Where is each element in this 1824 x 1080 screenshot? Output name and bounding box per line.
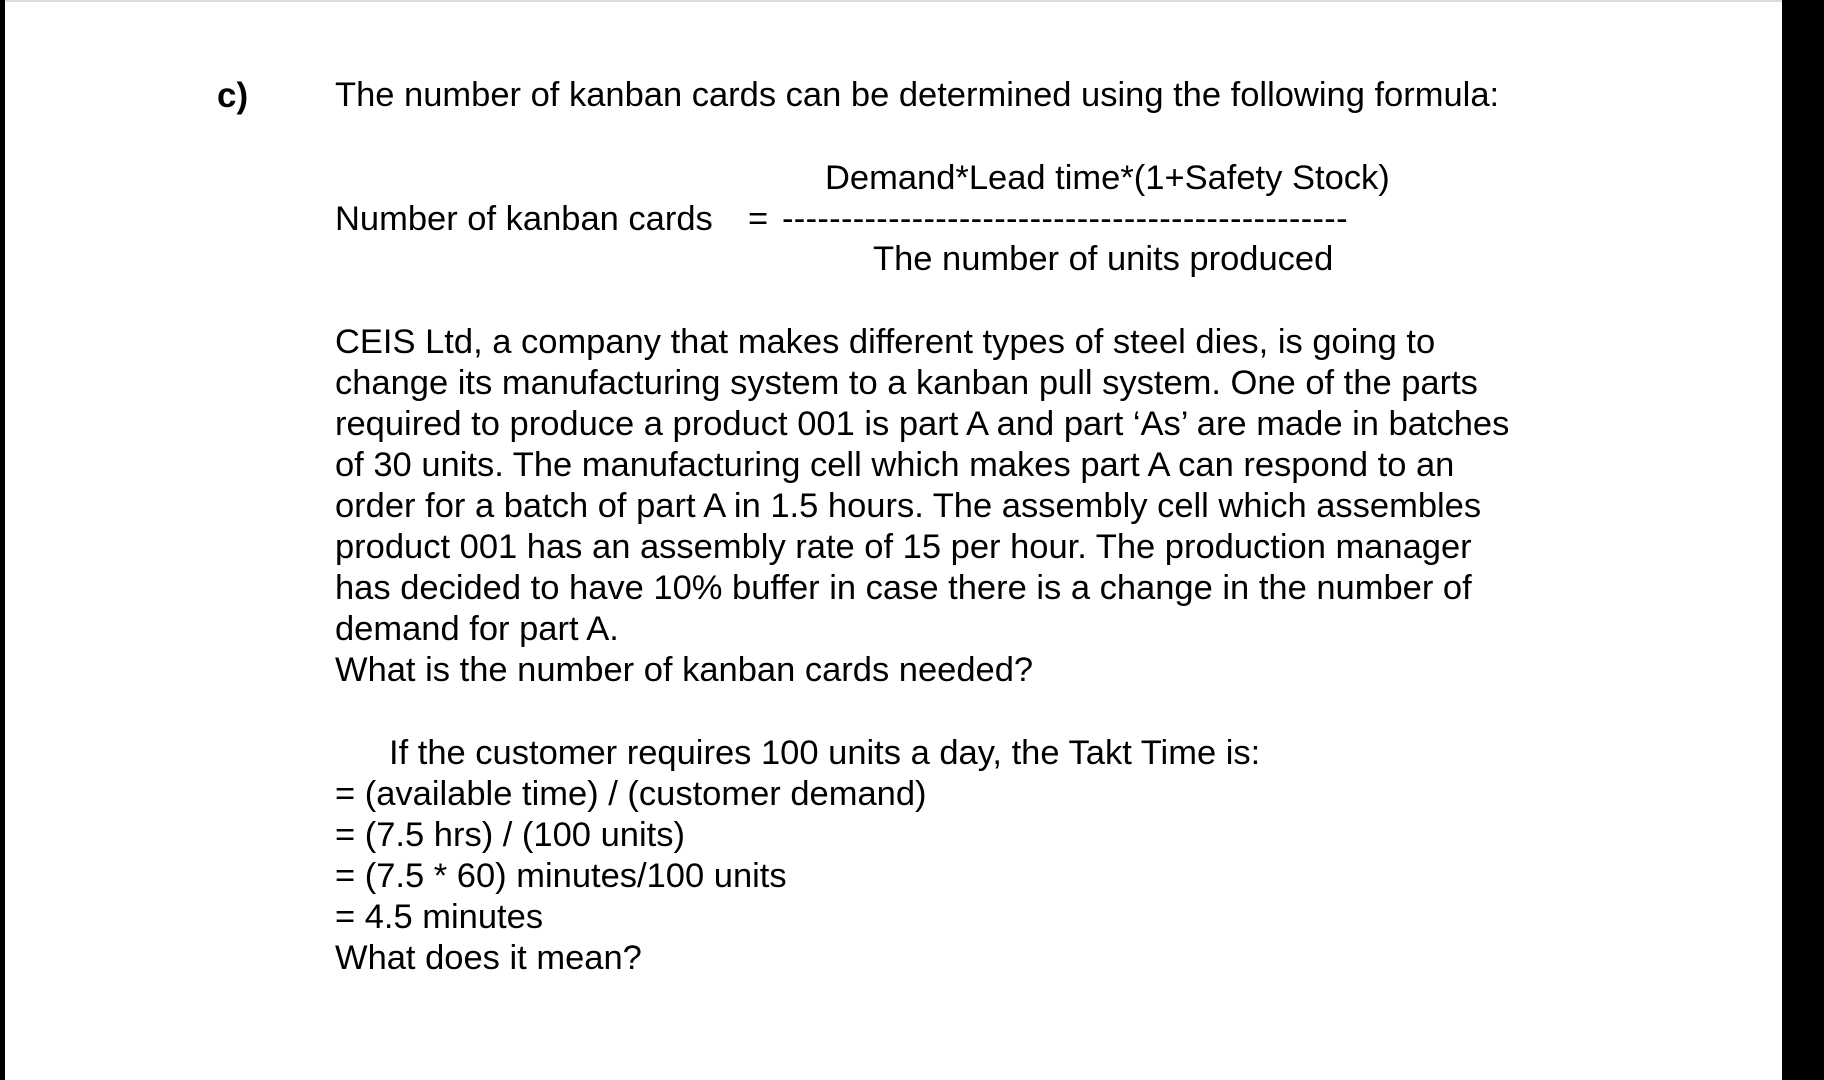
question-intro: The number of kanban cards can be determined using the following formula: bbox=[335, 76, 1500, 114]
question-label: c) bbox=[217, 76, 249, 115]
page-top-border bbox=[5, 0, 1782, 2]
scenario-line: demand for part A. bbox=[335, 610, 619, 648]
formula-denominator: The number of units produced bbox=[873, 240, 1334, 278]
scenario-line: change its manufacturing system to a kanban pull system. One of the parts bbox=[335, 364, 1478, 402]
formula-equals-sign: = bbox=[748, 200, 769, 238]
takt-question: What does it mean? bbox=[335, 939, 642, 977]
document-page bbox=[5, 0, 1782, 1080]
takt-step: = (available time) / (customer demand) bbox=[335, 775, 927, 813]
formula-numerator: Demand*Lead time*(1+Safety Stock) bbox=[825, 159, 1390, 197]
scenario-line: required to produce a product 001 is part A and part ‘As’ are made in batches bbox=[335, 405, 1510, 443]
formula-fraction-line: ------------------------------------------------ bbox=[782, 200, 1348, 238]
scenario-line: CEIS Ltd, a company that makes different types of steel dies, is going to bbox=[335, 323, 1436, 361]
takt-time-section bbox=[335, 733, 1260, 979]
scenario-line: has decided to have 10% buffer in case there is a change in the number of bbox=[335, 569, 1472, 607]
scenario-line: order for a batch of part A in 1.5 hours. The assembly cell which assembles bbox=[335, 487, 1482, 525]
takt-result: = 4.5 minutes bbox=[335, 898, 544, 936]
right-edge-strip bbox=[1782, 0, 1824, 1080]
scenario-paragraph bbox=[335, 322, 1509, 691]
formula-lhs: Number of kanban cards bbox=[335, 200, 713, 238]
scenario-line: of 30 units. The manufacturing cell which makes part A can respond to an bbox=[335, 446, 1455, 484]
scenario-question: What is the number of kanban cards needed? bbox=[335, 651, 1034, 689]
takt-step: = (7.5 * 60) minutes/100 units bbox=[335, 857, 787, 895]
scenario-line: product 001 has an assembly rate of 15 per hour. The production manager bbox=[335, 528, 1472, 566]
takt-step: = (7.5 hrs) / (100 units) bbox=[335, 816, 685, 854]
takt-intro: If the customer requires 100 units a day, the Takt Time is: bbox=[389, 734, 1261, 772]
